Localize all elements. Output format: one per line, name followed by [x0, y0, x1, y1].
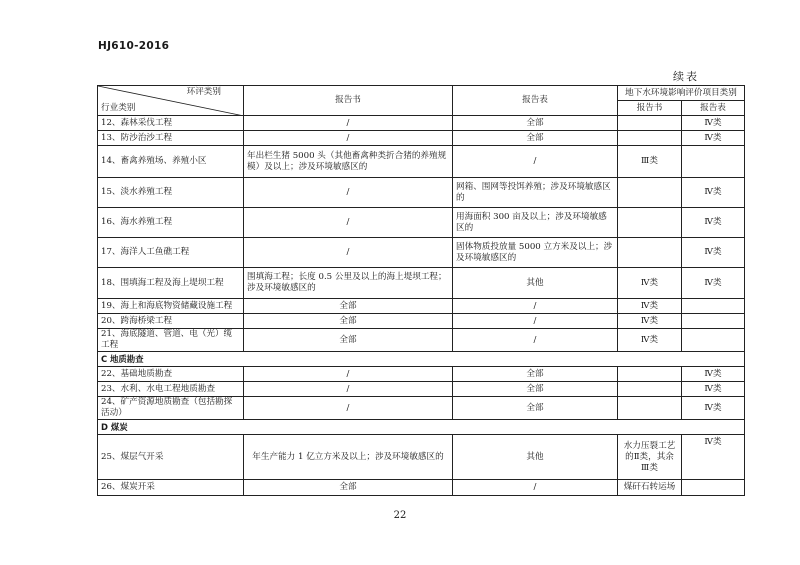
industry-cell: 23、水利、水电工程地质勘查 [98, 382, 244, 397]
table-row [98, 314, 745, 329]
table-row [98, 329, 745, 352]
gw-book-cell: Ⅳ类 [618, 314, 682, 329]
section-row-c [98, 352, 745, 367]
gw-form-cell: Ⅳ类 [682, 131, 745, 146]
industry-cell: 22、基础地质勘查 [98, 367, 244, 382]
header-corner-cell [98, 86, 244, 116]
report-form-cell: 其他 [453, 435, 618, 480]
report-book-cell: / [244, 367, 453, 382]
report-book-cell: / [244, 116, 453, 131]
report-book-cell: / [244, 131, 453, 146]
gw-form-cell [682, 314, 745, 329]
report-form-cell: 全部 [453, 397, 618, 420]
classification-table [97, 85, 745, 496]
gw-form-cell: Ⅳ类 [682, 382, 745, 397]
gw-form-cell: Ⅳ类 [682, 367, 745, 382]
industry-cell: 21、海底隧道、管道、电（光）缆工程 [98, 329, 244, 352]
report-form-cell: 全部 [453, 131, 618, 146]
report-form-cell: 全部 [453, 382, 618, 397]
continued-label: 续表 [673, 70, 699, 83]
gw-form-cell: Ⅳ类 [682, 268, 745, 299]
table-row [98, 178, 745, 208]
gw-book-cell [618, 131, 682, 146]
report-form-cell: 全部 [453, 116, 618, 131]
gw-book-cell [618, 238, 682, 268]
report-form-cell: 固体物质投放量 5000 立方米及以上；涉及环境敏感区的 [453, 238, 618, 268]
gw-form-cell [682, 329, 745, 352]
gw-form-cell: Ⅳ类 [682, 116, 745, 131]
gw-book-cell [618, 367, 682, 382]
header-gw-report-book: 报告书 [618, 101, 682, 116]
report-book-cell: / [244, 382, 453, 397]
header-corner-top: 环评类别 [186, 87, 221, 97]
industry-cell: 14、畜禽养殖场、养殖小区 [98, 146, 244, 178]
report-form-cell: / [453, 329, 618, 352]
report-book-cell: 年出栏生猪 5000 头（其他畜禽种类折合猪的养殖规模）及以上；涉及环境敏感区的 [244, 146, 453, 178]
section-heading-d: D 煤炭 [98, 420, 745, 435]
gw-book-cell: Ⅳ类 [618, 299, 682, 314]
table-row [98, 146, 745, 178]
industry-cell: 18、围填海工程及海上堤坝工程 [98, 268, 244, 299]
report-form-cell: / [453, 299, 618, 314]
report-book-cell: / [244, 208, 453, 238]
header-row-top [98, 86, 745, 101]
table-row [98, 397, 745, 420]
gw-book-cell [618, 178, 682, 208]
industry-cell: 26、煤炭开采 [98, 480, 244, 496]
report-form-cell: / [453, 146, 618, 178]
report-book-cell: / [244, 397, 453, 420]
report-form-cell: / [453, 480, 618, 496]
page-number: 22 [393, 510, 407, 521]
table-row [98, 208, 745, 238]
report-book-cell: / [244, 178, 453, 208]
table-row [98, 367, 745, 382]
report-form-cell: 全部 [453, 367, 618, 382]
report-book-cell: / [244, 238, 453, 268]
table-row [98, 268, 745, 299]
gw-form-cell: Ⅳ类 [682, 178, 745, 208]
industry-cell: 19、海上和海底物资储藏设施工程 [98, 299, 244, 314]
gw-book-cell [618, 397, 682, 420]
gw-form-cell: Ⅳ类 [682, 238, 745, 268]
industry-cell: 16、海水养殖工程 [98, 208, 244, 238]
gw-book-cell [618, 382, 682, 397]
report-book-cell: 全部 [244, 329, 453, 352]
gw-form-cell [682, 480, 745, 496]
gw-book-cell: 煤矸石转运场 [618, 480, 682, 496]
table-row [98, 299, 745, 314]
section-heading-c: C 地质勘查 [98, 352, 745, 367]
table-row [98, 116, 745, 131]
industry-cell: 15、淡水养殖工程 [98, 178, 244, 208]
report-book-cell: 全部 [244, 480, 453, 496]
report-book-cell: 年生产能力 1 亿立方米及以上；涉及环境敏感区的 [244, 435, 453, 480]
table-row [98, 435, 745, 480]
table-row [98, 238, 745, 268]
table-row [98, 382, 745, 397]
gw-book-cell: 水力压裂工艺的Ⅱ类，其余Ⅲ类 [618, 435, 682, 480]
report-book-cell: 全部 [244, 299, 453, 314]
gw-form-cell: Ⅳ类 [682, 208, 745, 238]
gw-form-cell [682, 299, 745, 314]
gw-book-cell: Ⅳ类 [618, 268, 682, 299]
industry-cell: 12、森林采伐工程 [98, 116, 244, 131]
header-report-book: 报告书 [244, 86, 453, 116]
report-book-cell: 围填海工程；长度 0.5 公里及以上的海上堤坝工程；涉及环境敏感区的 [244, 268, 453, 299]
header-corner-bottom: 行业类别 [101, 103, 136, 113]
industry-cell: 17、海洋人工鱼礁工程 [98, 238, 244, 268]
table-row [98, 480, 745, 496]
report-form-cell: 用海面积 300 亩及以上；涉及环境敏感区的 [453, 208, 618, 238]
industry-cell: 24、矿产资源地质勘查（包括勘探活动） [98, 397, 244, 420]
report-form-cell: 网箱、围网等投饵养殖；涉及环境敏感区的 [453, 178, 618, 208]
document-code: HJ610-2016 [98, 40, 170, 52]
header-groundwater-group: 地下水环境影响评价项目类别 [618, 86, 745, 101]
gw-form-cell [682, 146, 745, 178]
report-book-cell: 全部 [244, 314, 453, 329]
industry-cell: 20、跨海桥梁工程 [98, 314, 244, 329]
header-gw-report-form: 报告表 [682, 101, 745, 116]
gw-form-cell: Ⅳ类 [682, 435, 745, 480]
industry-cell: 13、防沙治沙工程 [98, 131, 244, 146]
gw-book-cell: Ⅲ类 [618, 146, 682, 178]
report-form-cell: 其他 [453, 268, 618, 299]
industry-cell: 25、煤层气开采 [98, 435, 244, 480]
table-row [98, 131, 745, 146]
header-report-form: 报告表 [453, 86, 618, 116]
gw-book-cell: Ⅳ类 [618, 329, 682, 352]
section-row-d [98, 420, 745, 435]
report-form-cell: / [453, 314, 618, 329]
gw-book-cell [618, 116, 682, 131]
gw-form-cell: Ⅳ类 [682, 397, 745, 420]
gw-book-cell [618, 208, 682, 238]
